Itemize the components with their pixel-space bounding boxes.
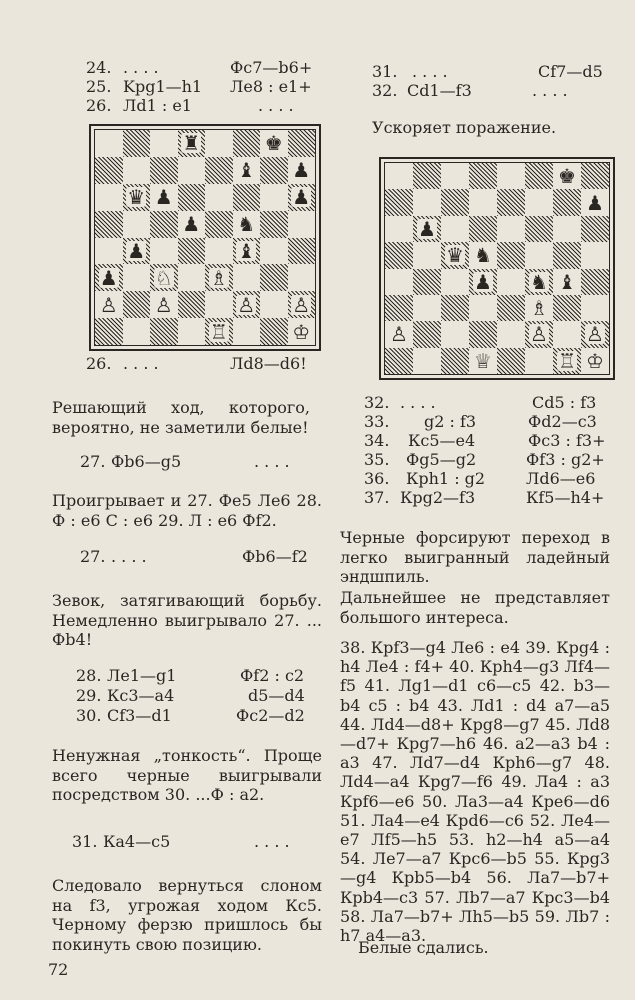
black-queen-icon: ♛ [127,185,146,210]
board-square [525,189,553,215]
move-black: Фd2—с3 [528,412,597,431]
commentary-paragraph: Черные форсируют переход в легко выигранный ладейный эндшпиль. [340,528,610,586]
board-square [581,348,609,374]
board-square [288,211,316,238]
board-square [469,163,497,189]
board-square [288,318,316,345]
board-square [288,157,316,184]
board-square [205,318,233,345]
board-square [525,242,553,268]
white-king-icon: ♔ [292,319,311,344]
board-square [95,291,123,318]
move-number: 36. [364,469,390,488]
board-square [178,130,206,157]
board-square [413,321,441,347]
board-square [288,184,316,211]
white-pawn-icon: ♙ [154,292,173,317]
board-square [413,348,441,374]
page-number: 72 [48,960,69,979]
black-knight-icon: ♞ [474,243,492,268]
board-square [553,321,581,347]
board-square [233,184,261,211]
board-square [178,264,206,291]
move-white: . . . . [123,354,159,373]
board-square [123,157,151,184]
black-queen-icon: ♛ [446,243,464,268]
board-square [205,211,233,238]
board-square [288,130,316,157]
commentary-paragraph: Проигрывает и 27. Фе5 Ле6 28. Ф : е6 С : е6 29. Л : е6 Фf2. [52,491,322,530]
board-square [260,238,288,265]
move-white: Фg5—g2 [406,450,477,469]
board-square [497,295,525,321]
move-number: 27. [80,452,106,471]
board-square [123,264,151,291]
black-rook-icon: ♜ [182,131,201,156]
move-black: Cd5 : f3 [532,393,597,412]
board-square [385,189,413,215]
board-square [178,184,206,211]
chess-diagram-1 [89,124,321,351]
board-square [178,318,206,345]
board-square [581,242,609,268]
board-square [123,291,151,318]
move-black: Кf5—h4+ [526,488,605,507]
move-number: 31. [372,62,398,81]
commentary-paragraph: Дальнейшее не представляет большого интереса. [340,588,610,627]
board-square [95,264,123,291]
board-square [553,269,581,295]
black-pawn-icon: ♟ [292,158,311,183]
move-white: Фb6—g5 [111,452,182,471]
board-square [469,269,497,295]
board-square [260,291,288,318]
board-square [413,242,441,268]
move-white: Kpg1—h1 [123,77,203,96]
board-square [233,264,261,291]
move-black: Фс3 : f3+ [528,431,606,450]
board-square [553,216,581,242]
board-square [469,242,497,268]
board-square [178,157,206,184]
move-number: 32. [372,81,398,100]
board-square [233,318,261,345]
black-king-icon: ♚ [264,131,283,156]
move-black: Фb6—f2 [242,547,308,566]
move-white: . . . . [123,58,159,77]
board-square [288,238,316,265]
black-pawn-icon: ♟ [474,269,492,294]
board-square [123,318,151,345]
board-square [205,291,233,318]
black-knight-icon: ♞ [530,269,548,294]
board-square [497,348,525,374]
black-bishop-icon: ♝ [237,158,256,183]
board-square [123,238,151,265]
board-square [260,211,288,238]
board-square [497,189,525,215]
move-black: . . . . [258,96,294,115]
board-square [385,163,413,189]
board-square [95,238,123,265]
black-bishop-icon: ♝ [237,238,256,263]
move-black: d5—d4 [248,686,305,705]
white-pawn-icon: ♙ [390,322,408,347]
move-white: g2 : f3 [424,412,477,431]
black-pawn-icon: ♟ [586,190,604,215]
board-square [385,216,413,242]
board-square [260,318,288,345]
white-pawn-icon: ♙ [586,322,604,347]
move-number: 27. [80,547,106,566]
move-black: . . . . [254,832,290,851]
board-square [553,348,581,374]
white-rook-icon: ♖ [558,348,576,373]
black-pawn-icon: ♟ [182,212,201,237]
board-square [150,238,178,265]
board-square [260,157,288,184]
board-square [469,321,497,347]
commentary-paragraph: Следовало вернуться слоном на f3, угрожая ходом Кс5. Черному ферзю пришлось бы покинуть свою позицию. [52,876,322,954]
black-knight-icon: ♞ [237,212,256,237]
white-rook-icon: ♖ [209,319,228,344]
board-square [385,295,413,321]
move-black: Фс2—d2 [236,706,305,725]
move-number: 33. [364,412,390,431]
move-black: . . . . [532,81,568,100]
black-pawn-icon: ♟ [99,265,118,290]
move-white: Кс5—е4 [408,431,476,450]
board-square [233,157,261,184]
move-white: Кpg2—f3 [400,488,476,507]
board-square [233,291,261,318]
move-black: Лd6—е6 [526,469,596,488]
game-continuation: 38. Кpf3—g4 Ле6 : е4 39. Кpg4 : h4 Ле4 : f4+ 40. Кph4—g3 Лf4—f5 41. Лg1—d1 с6—с5 42. b3—b4 с5 : b4 43. Лd1 : d4 а7—а5 44. Лd4—d8+ Кpg8—g7 45. Лd8—d7+ Кpg7—h6 46. а2—а3 b4 : а3 47. Лd7—d4 Кph6—g7 48. Лd4—а4 Кpg7—f6 49. Ла4 : а3 Кpf6—е6 50. Ла3—а4 Кpе6—d6 51. Ла4—е4 Кpd6—с6 52. Ле4—е7 Лf5—h5 53. h2—h4 а5—а4 54. Ле7—а7 Кpс6—b5 55. Кpg3—g4 Кpb5—b4 56. Ла7—b7+ Кpb4—с3 57. Лb7—а7 Кpс3—b4 58. Ла7—b7+ Лh5—b5 59. Лb7 : h7 а4—а3. [340,638,610,946]
board-square [525,348,553,374]
move-white: Ка4—с5 [103,832,171,851]
board-square [413,295,441,321]
move-number: 30. [76,706,102,725]
board-grid [94,129,316,346]
board-square [581,295,609,321]
commentary-paragraph: Зевок, затягивающий борьбу. Немедленно выигрывало 27. ... Фb4! [52,591,322,649]
board-square [123,184,151,211]
white-bishop-icon: ♗ [530,296,548,321]
board-square [178,291,206,318]
board-square [233,211,261,238]
move-number: 26. [86,354,112,373]
move-black: Ле8 : е1+ [230,77,312,96]
board-square [441,321,469,347]
move-number: 35. [364,450,390,469]
board-square [413,189,441,215]
board-square [553,189,581,215]
board-square [469,295,497,321]
board-square [150,211,178,238]
black-king-icon: ♚ [558,164,576,189]
board-square [178,238,206,265]
board-square [581,189,609,215]
board-square [150,157,178,184]
move-number: 24. [86,58,112,77]
board-square [178,211,206,238]
board-square [288,264,316,291]
move-black: Сf7—d5 [538,62,603,81]
white-queen-icon: ♕ [474,348,492,373]
black-pawn-icon: ♟ [292,185,311,210]
board-square [95,130,123,157]
board-square [205,130,233,157]
board-square [497,321,525,347]
black-pawn-icon: ♟ [127,238,146,263]
board-square [441,348,469,374]
board-square [123,130,151,157]
move-number: 28. [76,666,102,685]
diagram-caption: Ускоряет поражение. [372,118,557,137]
board-square [441,242,469,268]
white-pawn-icon: ♙ [99,292,118,317]
move-number: 31. [72,832,98,851]
commentary-paragraph: Ненужная „тонкость“. Проще всего черные выигрывали посредством 30. ...Ф : а2. [52,746,322,804]
board-square [497,269,525,295]
move-number: 32. [364,393,390,412]
board-square [581,269,609,295]
board-square [95,318,123,345]
move-white: Кph1 : g2 [406,469,486,488]
board-square [469,216,497,242]
board-square [469,189,497,215]
move-number: 34. [364,431,390,450]
board-square [95,184,123,211]
board-square [525,321,553,347]
board-square [150,264,178,291]
board-square [150,291,178,318]
board-square [525,163,553,189]
move-black: Лd8—d6! [230,354,307,373]
board-square [525,269,553,295]
move-number: 26. [86,96,112,115]
board-square [413,269,441,295]
board-square [497,163,525,189]
board-square [233,238,261,265]
move-white: Ле1—g1 [107,666,177,685]
move-number: 29. [76,686,102,705]
board-square [525,295,553,321]
white-bishop-icon: ♗ [209,265,228,290]
black-pawn-icon: ♟ [418,216,436,241]
board-square [123,211,151,238]
move-black: . . . . [254,452,290,471]
board-square [581,321,609,347]
board-square [441,295,469,321]
move-white: Сf3—d1 [107,706,172,725]
board-square [581,163,609,189]
move-white: Лd1 : е1 [123,96,192,115]
board-square [385,348,413,374]
move-white: . . . . [111,547,147,566]
white-pawn-icon: ♙ [237,292,256,317]
white-pawn-icon: ♙ [530,322,548,347]
board-square [497,242,525,268]
board-square [150,318,178,345]
board-square [469,348,497,374]
board-square [413,216,441,242]
board-square [385,321,413,347]
move-black: Фf2 : с2 [240,666,305,685]
board-square [205,184,233,211]
board-square [205,264,233,291]
move-number: 25. [86,77,112,96]
board-square [441,216,469,242]
board-grid [384,162,610,375]
chess-diagram-2 [379,157,615,380]
move-black: Фс7—b6+ [230,58,313,77]
result-text: Белые сдались. [358,938,489,957]
board-square [288,291,316,318]
move-white: Кс3—а4 [107,686,175,705]
board-square [553,163,581,189]
board-square [260,130,288,157]
board-square [553,242,581,268]
move-black: Фf3 : g2+ [526,450,605,469]
board-square [95,211,123,238]
board-square [413,163,441,189]
board-square [525,216,553,242]
board-square [441,269,469,295]
move-number: 37. [364,488,390,507]
black-pawn-icon: ♟ [154,185,173,210]
board-square [385,242,413,268]
board-square [205,157,233,184]
board-square [95,157,123,184]
board-square [205,238,233,265]
board-square [150,130,178,157]
board-square [233,130,261,157]
board-square [260,264,288,291]
board-square [260,184,288,211]
board-square [441,163,469,189]
white-pawn-icon: ♙ [292,292,311,317]
board-square [385,269,413,295]
move-white: . . . . [412,62,448,81]
board-square [150,184,178,211]
black-bishop-icon: ♝ [558,269,576,294]
board-square [497,216,525,242]
white-king-icon: ♔ [586,348,604,373]
commentary-paragraph: Решающий ход, которого, вероятно, не заметили белые! [52,398,310,437]
board-square [581,216,609,242]
white-knight-icon: ♘ [154,265,173,290]
board-square [441,189,469,215]
move-white: Cd1—f3 [407,81,472,100]
move-white: . . . . [400,393,436,412]
board-square [553,295,581,321]
